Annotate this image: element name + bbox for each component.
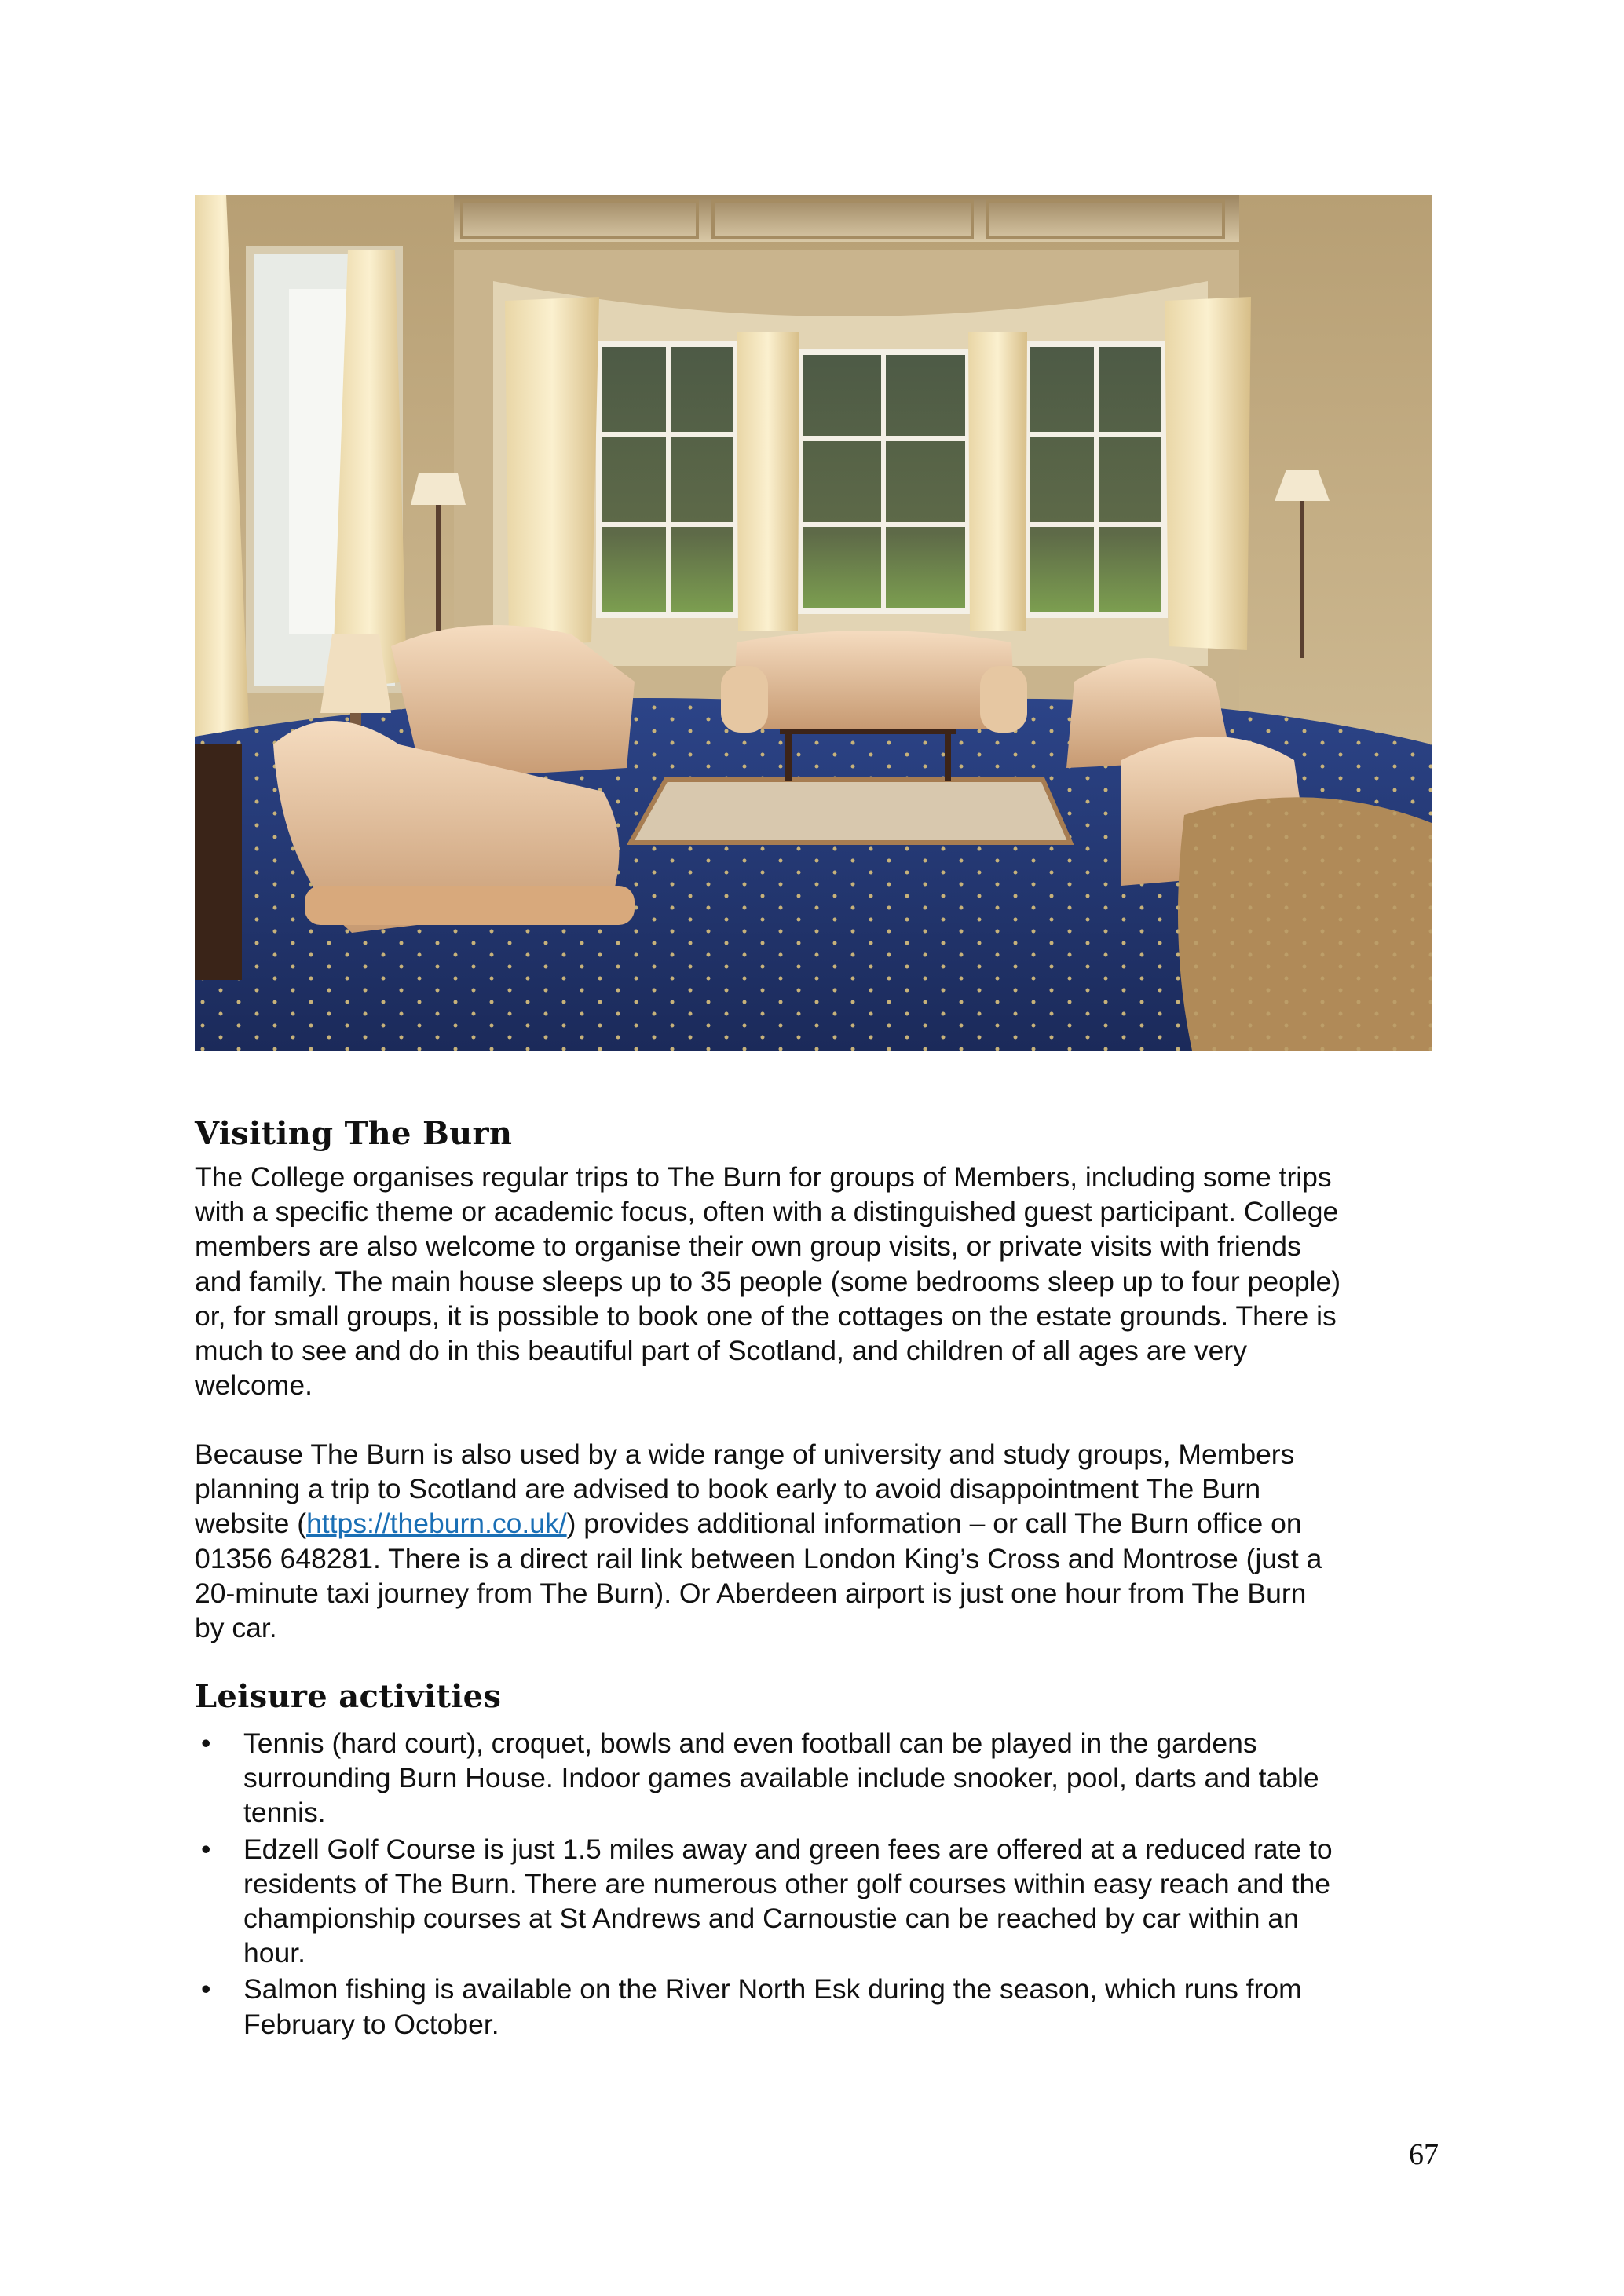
text-line: championship courses at St Andrews and Carnoustie can be reached by car within an <box>243 1903 1299 1935</box>
text-line: members are also welcome to organise their own group visits, or private visits with friends <box>195 1230 1301 1263</box>
text-line: 01356 648281. There is a direct rail link between London King’s Cross and Montrose (just a <box>195 1542 1322 1574</box>
text-line: with a specific theme or academic focus, often with a distinguished guest participant. College <box>195 1196 1339 1228</box>
list-item-sports <box>195 1726 1451 1830</box>
bay-window-left <box>599 344 737 615</box>
text-line: residents of The Burn. There are numerous other golf courses within easy reach and the <box>243 1867 1330 1899</box>
text-line: by car. <box>195 1612 277 1644</box>
text-line: hour. <box>243 1937 305 1969</box>
page-number: 67 <box>1409 2138 1439 2171</box>
text-line: welcome. <box>195 1369 313 1402</box>
heading-visiting: Visiting The Burn <box>195 1115 513 1152</box>
list-item-fishing <box>195 1972 1451 2041</box>
text-line: much to see and do in this beautiful part of Scotland, and children of all ages are very <box>195 1335 1247 1367</box>
text-line: and family. The main house sleeps up to 35 people (some bedrooms sleep up to four people) <box>195 1265 1341 1297</box>
paragraph-visiting-intro <box>195 1160 1451 1402</box>
heading-leisure: Leisure activities <box>195 1678 502 1715</box>
lounge-photo <box>195 195 1432 1051</box>
text-line: The College organises regular trips to The Burn for groups of Members, including some trips <box>195 1161 1332 1193</box>
text-line: February to October. <box>243 2008 499 2040</box>
text-line: surrounding Burn House. Indoor games available include snooker, pool, darts and table <box>243 1762 1319 1794</box>
bullet-icon: • <box>201 1833 211 1865</box>
leisure-list <box>195 1726 1451 2043</box>
armchair-patterned <box>1178 797 1432 1051</box>
text-fragment: website ( <box>195 1508 307 1540</box>
bullet-icon: • <box>201 1973 211 2005</box>
text-fragment: ) provides additional information – or call The Burn office on <box>566 1508 1302 1540</box>
list-item-golf <box>195 1832 1451 1971</box>
theburn-website-link[interactable]: https://theburn.co.uk/ <box>306 1508 567 1540</box>
lounge-photo-illustration <box>195 195 1432 1051</box>
text-line: planning a trip to Scotland are advised to book early to avoid disappointment The Burn <box>195 1473 1261 1505</box>
text-line: Edzell Golf Course is just 1.5 miles away and green fees are offered at a reduced rate to <box>243 1833 1333 1865</box>
text-line: tennis. <box>243 1797 326 1829</box>
bullet-icon: • <box>201 1727 211 1759</box>
text-line: or, for small groups, it is possible to book one of the cottages on the estate grounds. There is <box>195 1300 1337 1332</box>
text-line: Tennis (hard court), croquet, bowls and even football can be played in the gardens <box>243 1727 1257 1759</box>
paragraph-visiting-booking <box>195 1437 1451 1645</box>
text-line: Because The Burn is also used by a wide range of university and study groups, Members <box>195 1439 1295 1470</box>
bay-window-right <box>1027 344 1165 615</box>
text-line-with-link <box>195 1506 1451 1541</box>
bay-window-center <box>799 352 968 611</box>
sofa-back <box>721 631 1027 733</box>
text-line: 20-minute taxi journey from The Burn). Or Aberdeen airport is just one hour from The Burn <box>195 1577 1307 1609</box>
text-line: Salmon fishing is available on the River North Esk during the season, which runs from <box>243 1973 1302 2005</box>
